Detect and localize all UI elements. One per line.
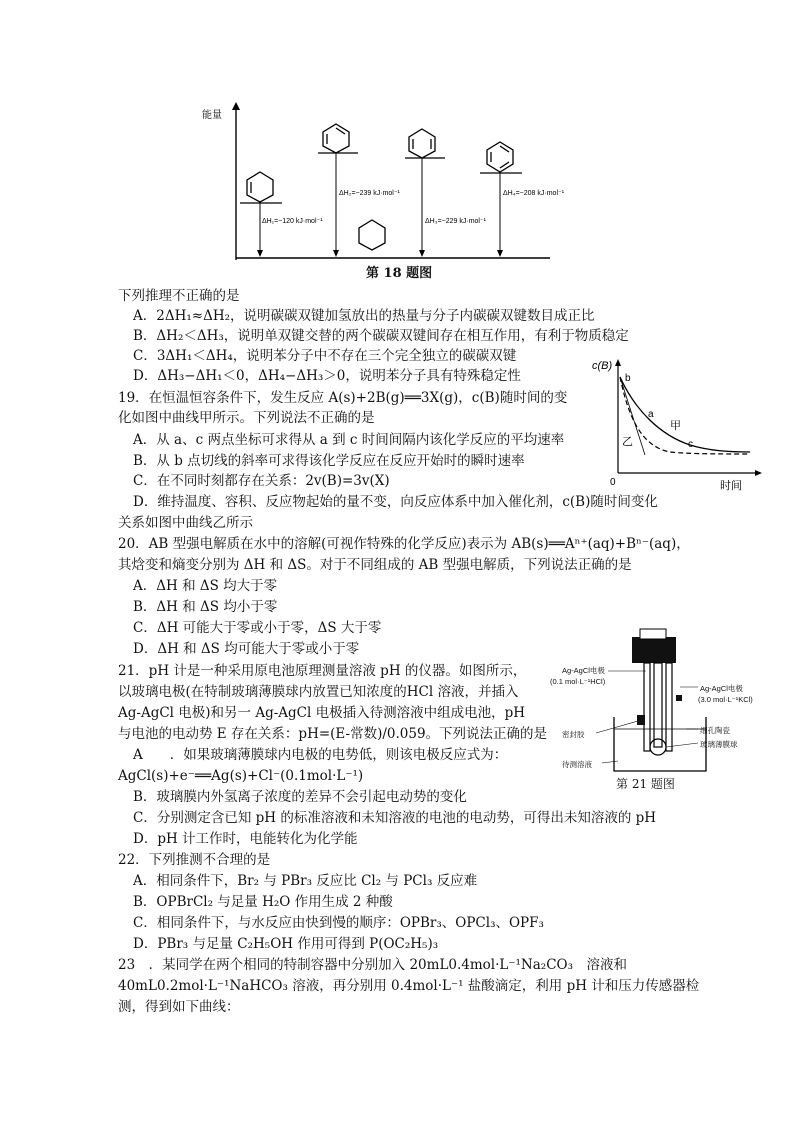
benzene-icon — [487, 142, 513, 172]
dh2-label: ΔH₂=−239 kJ·mol⁻¹ — [339, 190, 400, 197]
cyclohexadiene-icon — [323, 124, 349, 153]
q18-option-b: B．ΔH₂＜ΔH₃，说明单双键交替的两个碳碳双键间存在相互作用，有利于物质稳定 — [133, 328, 629, 344]
ceramic-label: 细孔陶瓷 — [700, 726, 730, 735]
q19-option-d-2: 关系如图中曲线乙所示 — [118, 515, 253, 531]
q23-stem-2: 40mL0.2mol·L⁻¹NaHCO₃ 溶液，再分别用 0.4mol·L⁻¹ 盐酸滴定，利用 pH 计和压力传感器检 — [118, 978, 700, 994]
cyclohexane-icon — [359, 220, 385, 250]
dh4-label: ΔH₄=−208 kJ·mol⁻¹ — [503, 190, 565, 197]
q22-option-d: D．PBr₃ 与足量 C₂H₅OH 作用可得到 P(OC₂H₅)₃ — [133, 936, 439, 952]
q21-stem-3: Ag-AgCl 电极)和另一 Ag-AgCl 电极插入待测溶液中组成电池，pH — [118, 705, 526, 721]
q19-stem-2: 化如图中曲线甲所示。下列说法不正确的是 — [118, 410, 375, 426]
q20-option-b: B．ΔH 和 ΔS 均小于零 — [133, 599, 278, 615]
energy-diagram — [200, 100, 580, 265]
q21-option-a-2: AgCl(s)+e⁻══Ag(s)+Cl⁻(0.1mol·L⁻¹) — [118, 768, 364, 784]
q19-option-d-1: D．维持温度、容积、反应物起始的量不变，向反应体系中加入催化剂，c(B)随时间变化 — [133, 494, 658, 510]
electrode-1-sublabel: (0.1 mol·L⁻¹HCl) — [550, 677, 606, 686]
q20-option-c: C．ΔH 可能大于零或小于零，ΔS 大于零 — [133, 620, 382, 636]
q21-option-d: D．pH 计工作时，电能转化为化学能 — [133, 831, 358, 847]
q20-option-d: D．ΔH 和 ΔS 均可能大于零或小于零 — [133, 641, 360, 657]
q23-stem-3: 测，得到如下曲线： — [118, 999, 240, 1015]
q18-option-a: A．2ΔH₁≈ΔH₂，说明碳碳双键加氢放出的热量与分子内碳碳双键数目成正比 — [133, 308, 595, 324]
energy-axis-label: 能量 — [202, 110, 222, 121]
q23-stem-1: 23 ．某同学在两个相同的特制容器中分别加入 20mL0.4mol·L⁻¹Na₂CO₃ 溶液和 — [118, 957, 628, 973]
electrode-2-label: Ag-AgCl电极 — [700, 684, 743, 693]
bulb-label: 玻璃薄膜球 — [700, 740, 738, 749]
q19-option-a: A．从 a、c 两点坐标可求得从 a 到 c 时间间隔内该化学反应的平均速率 — [133, 432, 565, 448]
time-axis-label: 时间 — [720, 480, 742, 492]
figure-21 — [548, 625, 778, 795]
cyclohexene-icon — [247, 172, 273, 202]
figure-18-caption: 第 18 题图 — [366, 266, 433, 281]
q20-option-a: A．ΔH 和 ΔS 均大于零 — [133, 578, 278, 594]
q18-option-c: C．3ΔH₁＜ΔH₄，说明苯分子中不存在三个完全独立的碳碳双键 — [133, 348, 517, 364]
figure-21-caption: 第 21 题图 — [616, 777, 675, 791]
q20-stem-1: 20．AB 型强电解质在水中的溶解(可视作特殊的化学反应)表示为 AB(s)══Aⁿ⁺(aq)+Bⁿ⁻(aq)， — [118, 536, 690, 552]
curve-jia-label: 甲 — [670, 420, 681, 432]
point-c-label: c — [688, 439, 693, 450]
dh3-label: ΔH₃=−229 kJ·mol⁻¹ — [425, 218, 487, 225]
q22-stem: 22．下列推测不合理的是 — [118, 852, 271, 868]
q21-option-b: B．玻璃膜内外氢离子浓度的差异不会引起电动势的变化 — [133, 789, 467, 805]
dh1-label: ΔH₁=−120 kJ·mol⁻¹ — [262, 218, 323, 225]
curve-yi-label: 乙 — [622, 436, 633, 448]
curve-jia — [620, 377, 750, 452]
q21-option-c: C．分别测定含已知 pH 的标准溶液和未知溶液的电池的电动势，可得出未知溶液的 pH — [133, 810, 657, 826]
q21-stem-1: 21．pH 计是一种采用原电池原理测量溶液 pH 的仪器。如图所示， — [118, 663, 527, 679]
figure-19 — [590, 355, 770, 495]
q21-option-a-1: A ．如果玻璃薄膜球内电极的电势低，则该电极反应式为： — [133, 747, 508, 763]
q21-stem-4: 与电池的电动势 E 存在关系：pH=(E-常数)/0.059。下列说法正确的是 — [118, 726, 548, 742]
electrode-1-label: Ag-AgCl电极 — [562, 666, 605, 675]
q19-option-b: B．从 b 点切线的斜率可求得该化学反应在反应开始时的瞬时速率 — [133, 453, 525, 469]
point-b-label: b — [625, 373, 631, 384]
point-a-label: a — [648, 409, 654, 420]
q19-option-c: C．在不同时刻都存在关系：2v(B)=3v(X) — [133, 473, 390, 489]
cyclohexadiene-13-icon — [409, 129, 435, 158]
q18-option-d: D．ΔH₃−ΔH₁＜0，ΔH₄−ΔH₃＞0，说明苯分子具有特殊稳定性 — [133, 368, 521, 384]
solution-label: 待测溶液 — [562, 760, 592, 769]
q20-stem-2: 其焓变和熵变分别为 ΔH 和 ΔS。对于不同组成的 AB 型强电解质，下列说法正确的是 — [118, 557, 632, 573]
q22-option-c: C．相同条件下，与水反应由快到慢的顺序：OPBr₃、OPCl₃、OPF₃ — [133, 915, 544, 931]
cb-axis-label: c(B) — [592, 360, 613, 372]
seal-label: 密封胶 — [562, 730, 585, 739]
curve-yi — [620, 377, 750, 454]
q22-option-a: A．相同条件下，Br₂ 与 PBr₃ 反应比 Cl₂ 与 PCl₃ 反应难 — [133, 873, 478, 889]
figure-18 — [200, 100, 580, 285]
electrode-2-sublabel: (3.0 mol·L⁻¹KCl) — [698, 695, 753, 704]
q18-stem: 下列推理不正确的是 — [118, 288, 240, 304]
q19-stem-1: 19．在恒温恒容条件下，发生反应 A(s)+2B(g)══3X(g)，c(B)随时间的变 — [118, 390, 568, 406]
concentration-time-graph — [590, 355, 770, 495]
origin-label: 0 — [610, 477, 616, 488]
q22-option-b: B．OPBrCl₂ 与足量 H₂O 作用生成 2 种酸 — [133, 894, 393, 910]
q21-stem-2: 以玻璃电极(在特制玻璃薄膜球内放置已知浓度的HCl 溶液，并插入 — [118, 684, 519, 700]
